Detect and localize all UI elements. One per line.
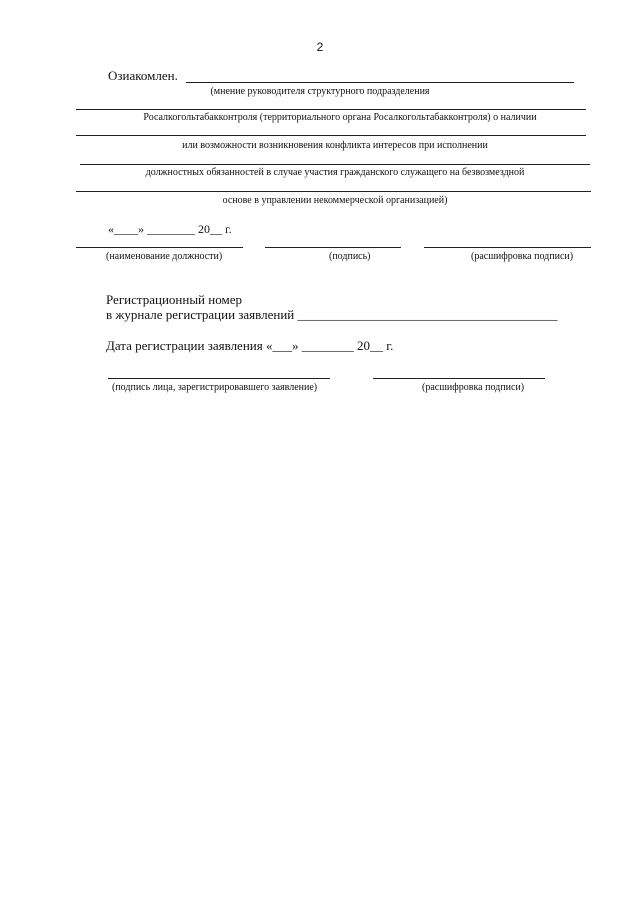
registrar-caption-signature: (подпись лица, зарегистрировавшего заявление) bbox=[112, 382, 318, 393]
opinion-line-2 bbox=[76, 135, 586, 136]
registration-number-label: Регистрационный номер bbox=[106, 292, 242, 307]
opinion-caption-3: или возможности возникновения конфликта интересов при исполнении bbox=[182, 140, 488, 151]
decoding-line bbox=[424, 247, 591, 248]
opinion-caption-5: основе в управлении некоммерческой организацией) bbox=[222, 195, 448, 206]
registrar-decoding-line bbox=[373, 378, 545, 379]
date-line-1: «____» ________ 20__ г. bbox=[108, 222, 232, 236]
caption-position: (наименование должности) bbox=[106, 251, 223, 262]
opinion-line-4 bbox=[76, 191, 591, 192]
acquainted-label: Озиакомлен. bbox=[108, 68, 178, 83]
caption-signature: (подпись) bbox=[329, 251, 371, 262]
opinion-caption-2: Росалкогольтабакконтроля (территориального органа Росалкогольтабакконтроля) о наличии bbox=[143, 112, 537, 123]
journal-label: в журнале регистрации заявлений ________________________________________ bbox=[106, 307, 558, 322]
page-number: 2 bbox=[316, 40, 324, 54]
opinion-caption-1: (мнение руководителя структурного подразделения bbox=[210, 86, 430, 97]
opinion-caption-4: должностных обязанностей в случае участия гражданского служащего на безвозмездной bbox=[145, 167, 525, 178]
caption-decoding: (расшифровка подписи) bbox=[471, 251, 574, 262]
acquainted-line bbox=[186, 82, 574, 83]
opinion-line-1 bbox=[76, 109, 586, 110]
signature-line bbox=[265, 247, 401, 248]
registration-date-line: Дата регистрации заявления «___» ________ 20__ г. bbox=[106, 338, 394, 353]
registrar-signature-line bbox=[108, 378, 330, 379]
registrar-caption-decoding: (расшифровка подписи) bbox=[422, 382, 525, 393]
opinion-line-3 bbox=[80, 164, 590, 165]
position-line bbox=[76, 247, 243, 248]
